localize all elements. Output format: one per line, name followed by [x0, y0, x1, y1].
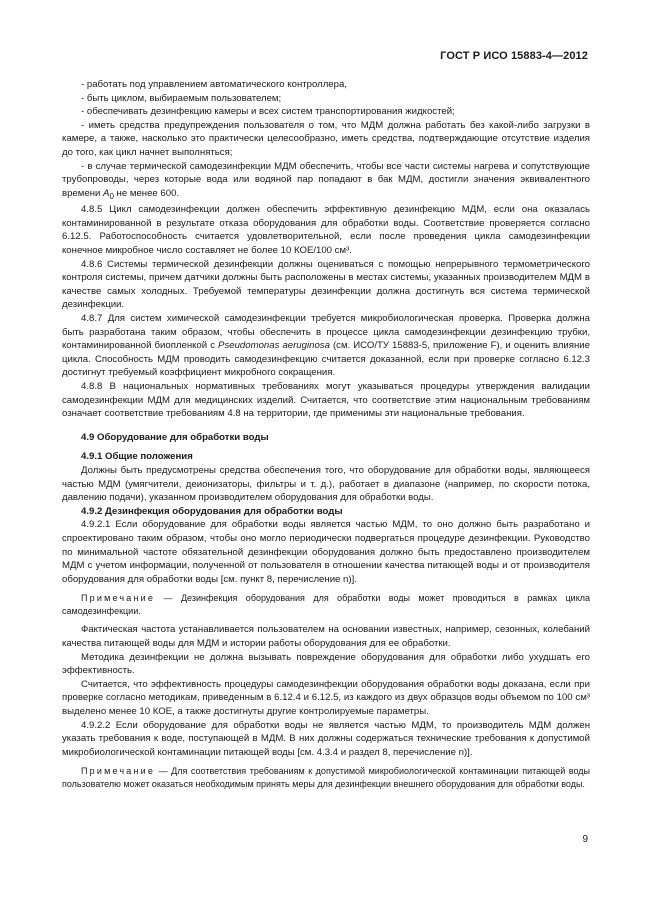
paragraph-4-9-1: Должны быть предусмотрены средства обеспечения того, что оборудование для обработки воды, являющееся частью МДМ (умягчители, деионизаторы, фильтры и т. д.), работает в диапазоне (например, по скорости потока, давлению подачи), указанном производителем оборудования для обработки воды.: [62, 464, 590, 504]
text-run: - в случае термической самодезинфекции МДМ обеспечить, чтобы все части системы нагрева и сопутствующие трубопроводы, через которые вода или водяной пар попадают в бак МДМ, достигли значения эквивалентного времени: [62, 160, 590, 199]
text-run: (см. ИСО/ТУ 15883-5, приложение F), и оценить влияние цикла. Способность МДМ проводить самодезинфекцию считается доказанной, если при проверке согласно 6.12.3 достигнут требуемый коэффициент микробного сокращения.: [62, 340, 590, 379]
list-item: - иметь средства предупреждения пользователя о том, что МДМ должна работать без какой-либо загрузки в камере, а также, насколько это практически целесообразно, иметь средства, подтверждающие отсутствие изделия до того, как цикл начнет выполняться;: [62, 119, 590, 158]
symbol-subscript: 0: [109, 191, 114, 201]
text-run: 4.8.7 Для систем химической самодезинфекции требуется микробиологическая проверка. Проверка должна быть разработана таким образом, чтобы обеспечить в процессе цикла самодезинфекции дезинфекцию трубки, контаминированной биопленкой с: [62, 313, 590, 352]
note-text: — Дезинфекция оборудования для обработки воды может проводиться в рамках цикла самодезинфекции.: [62, 593, 590, 616]
note-label: Примечание: [81, 593, 156, 604]
organism-name: Pseudomonas aeruginosa: [218, 340, 330, 352]
subsection-heading-4-9-1: 4.9.1 Общие положения: [81, 451, 193, 463]
note-2: [62, 765, 590, 790]
section-heading-4-9: 4.9 Оборудование для обработки воды: [81, 431, 269, 443]
paragraph-method: Методика дезинфекции не должна вызывать повреждение оборудования для обработки либо ухудшать его эффективность.: [62, 651, 590, 677]
paragraph-4-8-7: [62, 312, 590, 380]
symbol-a0: A: [103, 187, 110, 199]
paragraph-4-9-2-2: 4.9.2.2 Если оборудование для обработки воды не является частью МДМ, то производитель МДМ должен указать требования к воде, поступающей в МДМ. В них должны содержаться технические требования к допустимой микробиологической контаминации питающей воды [см. 4.3.4 и раздел 8, перечисление n)].: [62, 719, 590, 758]
paragraph-4-8-5: 4.8.5 Цикл самодезинфекции должен обеспечить эффективную дезинфекцию МДМ, если она оказалась контаминированной в результате отказа оборудования для обработки воды. Соответствие проверяется согласно 6.12.5. Работоспособность считается удовлетворительной, если после проведения цикла самодезинфекции конечное микробное число составляет не более 10 КОЕ/100 см³.: [62, 204, 590, 257]
standard-header: ГОСТ Р ИСО 15883-4—2012: [440, 50, 588, 62]
paragraph-frequency: Фактическая частота устанавливается пользователем на основании известных, например, сезонных, колебаний качества питающей воды для МДМ и истории работы оборудования для ее обработки.: [62, 624, 590, 650]
list-item: - работать под управлением автоматического контроллера,: [81, 79, 347, 90]
paragraph-4-8-6: 4.8.6 Системы термической дезинфекции должны оцениваться с помощью непрерывного термометрического контроля системы, причем датчики должны быть расположены в местах системы, указанных производителем МДМ в качестве самых холодных. Требуемой температуры дезинфекции должна достигнуть вся система термической дезинфекции.: [62, 258, 590, 311]
list-item: [62, 160, 590, 204]
note-1: [62, 592, 590, 617]
page-number: 9: [582, 834, 588, 845]
subsection-heading-4-9-2: 4.9.2 Дезинфекция оборудования для обработки воды: [81, 505, 343, 517]
list-item: - обеспечивать дезинфекцию камеры и всех систем транспортирования жидкостей;: [81, 106, 455, 118]
paragraph-4-8-8: 4.8.8 В национальных нормативных требованиях могут указываться процедуры утверждения валидации самодезинфекции МДМ для медицинских изделий. Считается, что соответствие этим национальным требованиям означает соответствие требованиям 4.8 на территории, где применимы эти национальные требования.: [62, 380, 590, 420]
paragraph-4-9-2-1: 4.9.2.1 Если оборудование для обработки воды является частью МДМ, то оно должно быть разработано и спроектировано таким образом, чтобы оно могло периодически подвергаться процедуре дезинфекции. Руководство по минимальной частоте обязательной дезинфекции оборудования должно быть предоставлено производителем МДМ с учетом информации, полученной от пользователя в отношении качества питающей воды и от производителя оборудования для обработки воды [см. пункт 8, перечисление n)].: [62, 519, 590, 585]
body-text: [62, 78, 590, 797]
paragraph-effectiveness: Считается, что эффективность процедуры самодезинфекции оборудования обработки воды доказана, если при проверке согласно методикам, приведенным в 6.12.4 и 6.12.5, из каждого из двух образцов воды объемом по 100 см³ выделено менее 10 КОЕ, а также достигнуты другие контролируемые параметры.: [62, 678, 590, 718]
list-item: - быть циклом, выбираемым пользователем;: [81, 92, 282, 104]
note-text: — Для соответствия требованиям к допустимой микробиологической контаминации питающей воды пользователю может оказаться необходимым принять меры для дезинфекции внешнего оборудования для обработки воды.: [62, 766, 590, 789]
text-run: не менее 600.: [113, 187, 180, 199]
note-label: Примечание: [81, 766, 156, 777]
